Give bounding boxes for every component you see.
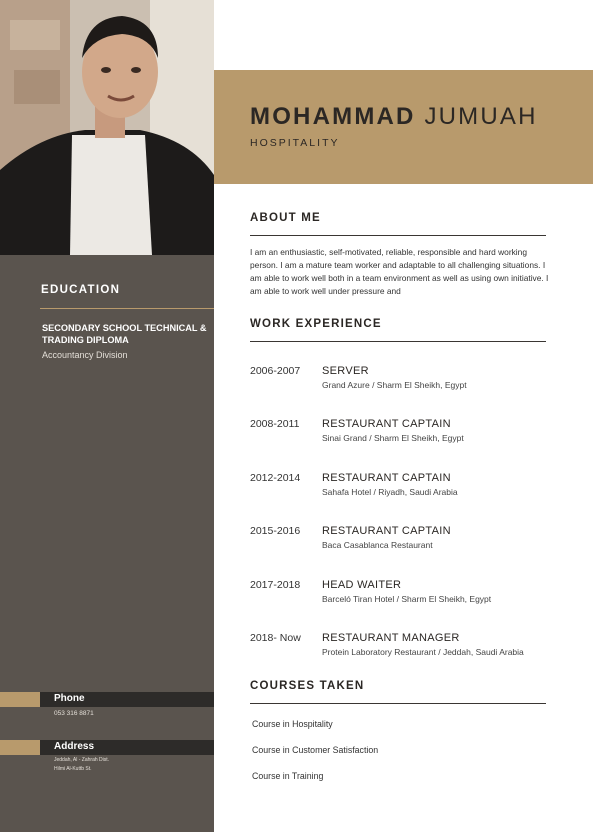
job-years: 2006-2007 [250,365,301,377]
job-years: 2015-2016 [250,525,301,537]
job-place: Grand Azure / Sharm El Sheikh, Egypt [322,380,467,390]
job-title: SERVER [322,365,369,377]
job-title: RESTAURANT MANAGER [322,632,460,644]
address-bar [0,740,214,755]
job-years: 2008-2011 [250,418,300,430]
address-accent [0,740,40,755]
job-entry [250,579,550,609]
job-entry [250,525,550,555]
job-place: Barceló Tiran Hotel / Sharm El Sheikh, Egypt [322,594,492,604]
last-name: JUMUAH [424,103,538,130]
about-heading: ABOUT ME [250,212,321,224]
about-text: I am an enthusiastic, self-motivated, reliable, responsible and hard working person. I am a mature team worker and adaptable to all challenging situations. I am able to work well both in a team environment as well as using own initiative. I am able to work well under pressure and [250,247,549,297]
job-title: RESTAURANT CAPTAIN [322,418,451,430]
course-item: Course in Hospitality [252,719,333,729]
education-title: SECONDARY SCHOOL TECHNICAL & TRADING DIPLOMA [42,323,207,345]
work-divider [250,341,546,342]
job-years: 2017-2018 [250,579,301,591]
profile-photo [0,0,214,255]
education-subtitle: Accountancy Division [42,350,128,360]
job-entry [250,632,550,662]
education-divider [40,308,214,309]
phone-label: Phone [54,693,85,704]
first-name: MOHAMMAD [250,103,416,130]
course-item: Course in Training [252,771,324,781]
address-line-1: Jeddah, Al - Zahrah Dist. [54,757,110,763]
full-name [250,103,538,131]
work-heading: WORK EXPERIENCE [250,318,382,330]
education-heading: EDUCATION [41,284,121,296]
address-label: Address [54,741,95,752]
job-role: HOSPITALITY [250,137,340,149]
job-place: Sinai Grand / Sharm El Sheikh, Egypt [322,433,464,443]
job-entry [250,418,550,448]
job-years: 2012-2014 [250,472,301,484]
job-place: Baca Casablanca Restaurant [322,540,433,550]
courses-heading: COURSES TAKEN [250,680,365,692]
phone-value[interactable]: 053 316 8871 [54,710,94,717]
course-item: Course in Customer Satisfaction [252,745,379,755]
courses-divider [250,703,546,704]
job-title: RESTAURANT CAPTAIN [322,472,451,484]
job-entry [250,472,550,502]
job-title: RESTAURANT CAPTAIN [322,525,451,537]
about-divider [250,235,546,236]
job-years: 2018- Now [250,632,301,644]
job-entry [250,365,550,395]
job-place: Sahafa Hotel / Riyadh, Saudi Arabia [322,487,458,497]
job-place: Protein Laboratory Restaurant / Jeddah, Saudi Arabia [322,647,524,657]
job-title: HEAD WAITER [322,579,402,591]
address-line-2: Hilmi Al-Kuttb St. [54,766,92,772]
phone-bar [0,692,214,707]
phone-accent [0,692,40,707]
